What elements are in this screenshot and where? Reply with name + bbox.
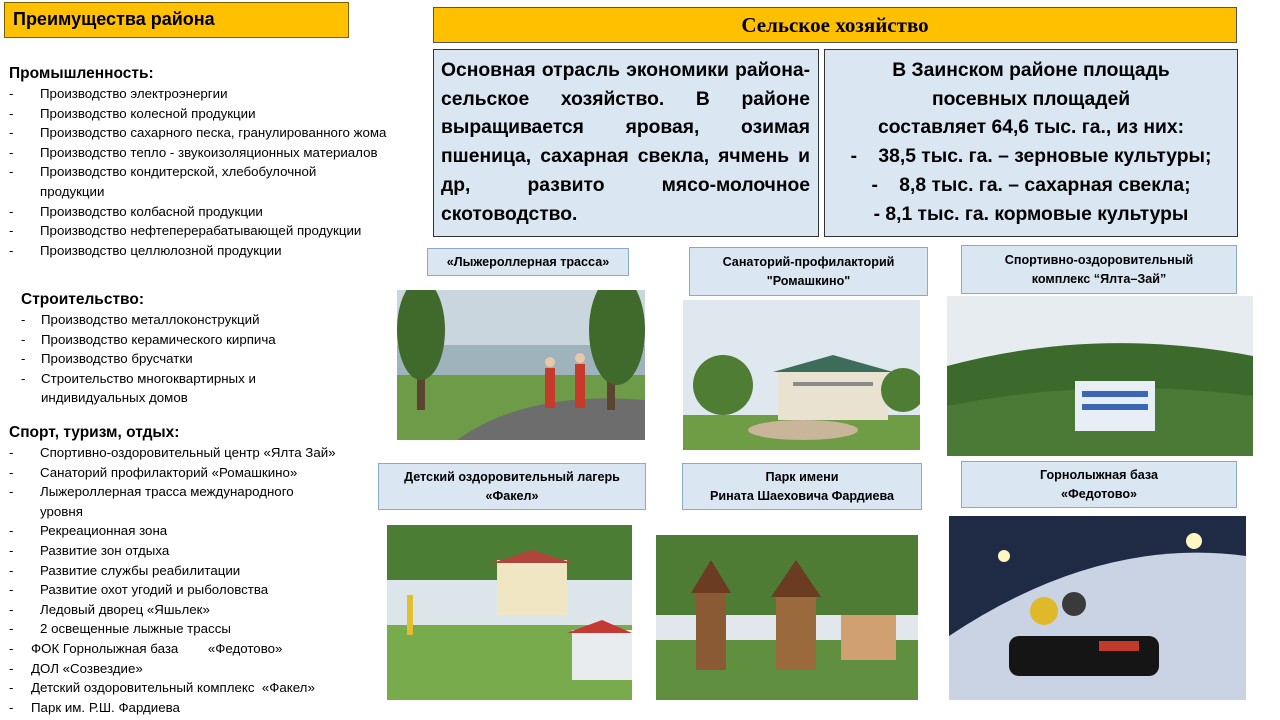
- sown-area-box: [824, 49, 1238, 237]
- sanatorium-photo: [683, 300, 920, 450]
- industry-list: [9, 84, 399, 260]
- list-item: - Рекреационная зона: [9, 523, 168, 539]
- list-item: - Лыжероллерная трасса международного уровня: [9, 484, 294, 519]
- area-line: - 38,5 тыс. га. – зерновые культуры;: [850, 146, 1212, 168]
- construction-heading: Строительство:: [21, 291, 145, 308]
- agriculture-text-box: Основная отрасль экономики района-сельское хозяйство. В районе выращивается яровая, озимая пшеница, сахарная свекла, ячмень и др, развито мясо-молочное скотоводство.: [433, 49, 819, 237]
- sport-section: [9, 423, 339, 717]
- list-item: - Производство колесной продукции: [9, 105, 256, 121]
- fardiev-park-photo: [656, 535, 918, 700]
- list-item: - Ледовый дворец «Яшьлек»: [9, 601, 210, 617]
- area-line: посевных площадей: [931, 88, 1131, 110]
- list-item: - Производство сахарного песка, гранулированного жома: [9, 125, 387, 141]
- list-item: - Детский оздоровительный комплекс «Факел»: [9, 680, 315, 696]
- caption-fakel-camp: Детский оздоровительный лагерь «Факел»: [378, 463, 646, 510]
- sport-heading: Спорт, туризм, отдых:: [9, 424, 180, 441]
- list-item: - Производство металлоконструкций: [21, 312, 260, 327]
- list-item: - Спортивно-оздоровительный центр «Ялта Зай»: [9, 445, 336, 460]
- list-item: - 2 освещенные лыжные трассы: [9, 621, 231, 637]
- caption-sanatorium: Санаторий-профилакторий "Ромашкино": [689, 247, 928, 296]
- area-line: составляет 64,6 тыс. га., из них:: [878, 117, 1184, 139]
- section-title-agriculture: Сельское хозяйство: [433, 7, 1237, 43]
- industry-heading: Промышленность:: [9, 65, 154, 82]
- caption-yalta-zai: Спортивно-оздоровительный комплекс “Ялта–Зай”: [961, 245, 1237, 294]
- list-item: - Производство колбасной продукции: [9, 203, 263, 219]
- list-item: - Производство брусчатки: [21, 351, 193, 367]
- fedotovo-ski-base-photo: [949, 516, 1246, 700]
- list-item: - Парк им. Р.Ш. Фардиева: [9, 699, 180, 715]
- area-line: - 8,8 тыс. га. – сахарная свекла;: [871, 174, 1191, 196]
- construction-section: [21, 290, 311, 408]
- construction-list: [21, 310, 311, 408]
- list-item: - Производство целлюлозной продукции: [9, 242, 282, 258]
- list-item: - Санаторий профилакторий «Ромашкино»: [9, 464, 298, 480]
- slide-title-advantages: Преимущества района: [4, 2, 349, 38]
- list-item: - ДОЛ «Созвездие»: [9, 660, 143, 676]
- list-item: - Производство керамического кирпича: [21, 331, 276, 347]
- area-line: - 8,1 тыс. га. кормовые культуры: [873, 203, 1189, 225]
- list-item: - Развитие зон отдыха: [9, 542, 170, 558]
- yalta-zai-photo: [947, 296, 1253, 456]
- area-line: В Заинском районе площадь: [892, 60, 1170, 81]
- list-item: - Производство кондитерской, хлебобулочной продукции: [9, 164, 317, 199]
- list-item: - Строительство многоквартирных и индивидуальных домов: [21, 370, 256, 406]
- list-item: - Развитие охот угодий и рыболовства: [9, 582, 269, 598]
- list-item: - Производство тепло - звукоизоляционных материалов: [9, 144, 378, 160]
- caption-fardiev-park: Парк имени Рината Шаеховича Фардиева: [682, 463, 922, 510]
- list-item: - Производство электроэнергии: [9, 86, 228, 101]
- caption-fedotovo-ski-base: Горнолыжная база «Федотово»: [961, 461, 1237, 508]
- list-item: - Производство нефтеперерабатывающей продукции: [9, 223, 362, 239]
- industry-section: [9, 64, 399, 260]
- ski-track-photo: [397, 290, 645, 440]
- caption-ski-track: «Лыжероллерная трасса»: [427, 248, 629, 276]
- list-item: - Развитие службы реабилитации: [9, 562, 241, 578]
- list-item: - ФОК Горнолыжная база «Федотово»: [9, 640, 283, 656]
- fakel-camp-photo: [387, 525, 632, 700]
- sport-list: [9, 443, 339, 717]
